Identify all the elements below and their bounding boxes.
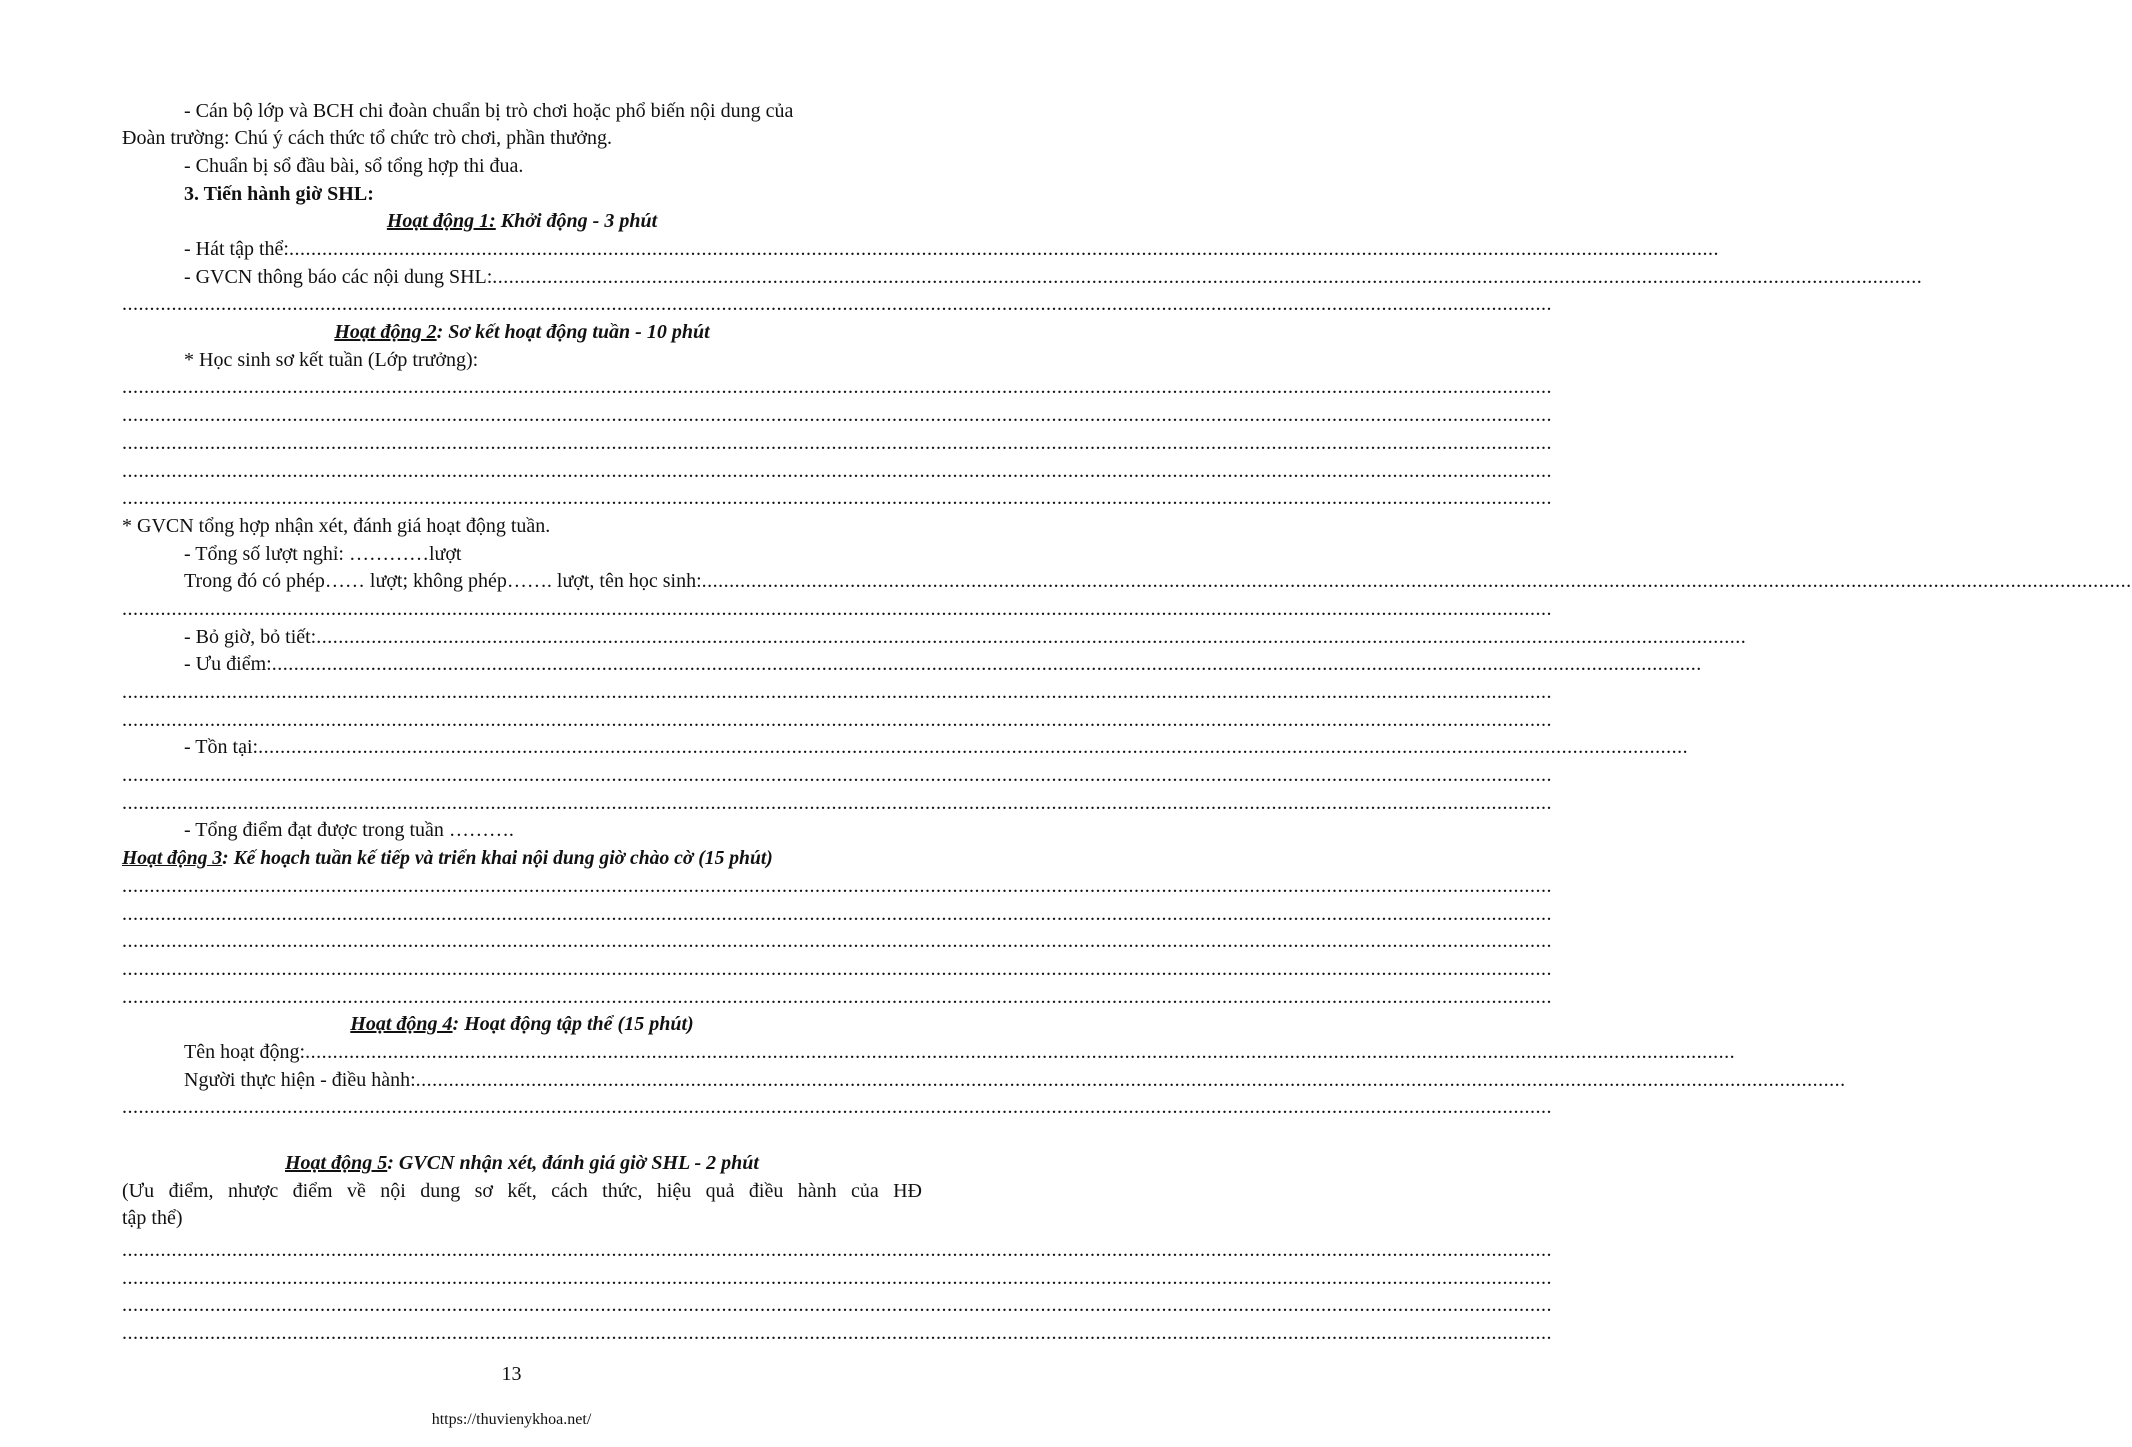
uu-nhuoc-diem: (Ưu điểm, nhược điểm về nội dung sơ kết, cách thức, hiệu quả điều hành của HĐ bbox=[122, 1180, 922, 1202]
dotted-line: .................................................................................................................................................................................................................................................................... bbox=[122, 1322, 1552, 1344]
page-number: 13 bbox=[501, 1363, 522, 1385]
uu-diem-line bbox=[184, 651, 1702, 679]
activity-2-title: : Sơ kết hoạt động tuần - 10 phút bbox=[436, 321, 710, 343]
dotted-line: .................................................................................................................................................................................................................................................................... bbox=[122, 432, 1552, 454]
dotted-line: .................................................................................................................................................................................................................................................................... bbox=[122, 903, 1552, 925]
hoc-sinh-so-ket: * Học sinh sơ kết tuần (Lớp trưởng): bbox=[184, 349, 479, 371]
dotted-line: .................................................................................................................................................................................................................................................................... bbox=[122, 1239, 1552, 1261]
gvcn-thong-bao-line bbox=[184, 264, 1923, 292]
activity-5-label: Hoạt động 5 bbox=[285, 1152, 388, 1174]
dotted-line: .................................................................................................................................................................................................................................................................... bbox=[122, 958, 1552, 980]
activity-3-label: Hoạt động 3 bbox=[122, 848, 223, 869]
tong-diem: - Tổng điểm đạt được trong tuần ………. bbox=[184, 819, 514, 841]
nguoi-thuc-hien-line bbox=[184, 1067, 1846, 1095]
dotted-fill: .................................................................................................................................................................................................................................................................... bbox=[288, 238, 1719, 260]
tap-the: tập thể) bbox=[122, 1207, 183, 1229]
dotted-fill: .................................................................................................................................................................................................................................................................... bbox=[415, 1069, 1846, 1091]
activity-5-heading bbox=[122, 1150, 922, 1178]
activity-4-title: : Hoạt động tập thể (15 phút) bbox=[452, 1013, 694, 1035]
bo-gio-line bbox=[184, 624, 1747, 652]
dotted-fill: .................................................................................................................................................................................................................................................................... bbox=[492, 266, 1923, 288]
activity-1-title: Khởi động - 3 phút bbox=[495, 210, 658, 232]
dotted-fill: .................................................................................................................................................................................................................................................................... bbox=[305, 1041, 1736, 1063]
uu-diem-label: - Ưu điểm: bbox=[184, 653, 272, 675]
dotted-line: .................................................................................................................................................................................................................................................................... bbox=[122, 709, 1552, 731]
dotted-fill: .................................................................................................................................................................................................................................................................... bbox=[316, 626, 1747, 648]
section-heading-3: 3. Tiến hành giờ SHL: bbox=[184, 183, 374, 205]
dotted-line: .................................................................................................................................................................................................................................................................... bbox=[122, 404, 1552, 426]
dotted-line: .................................................................................................................................................................................................................................................................... bbox=[122, 792, 1552, 814]
prep-line-1: - Cán bộ lớp và BCH chi đoàn chuẩn bị trò chơi hoặc phổ biến nội dung của bbox=[184, 100, 794, 122]
activity-3-heading bbox=[122, 845, 922, 873]
dotted-line: .................................................................................................................................................................................................................................................................... bbox=[122, 986, 1552, 1008]
dotted-line: .................................................................................................................................................................................................................................................................... bbox=[122, 487, 1552, 509]
ton-tai-line bbox=[184, 734, 1689, 762]
gvcn-tong-hop: * GVCN tổng hợp nhận xét, đánh giá hoạt động tuần. bbox=[122, 515, 551, 537]
dotted-line: .................................................................................................................................................................................................................................................................... bbox=[122, 764, 1552, 786]
dotted-line: .................................................................................................................................................................................................................................................................... bbox=[122, 1267, 1552, 1289]
dotted-line: .................................................................................................................................................................................................................................................................... bbox=[122, 598, 1552, 620]
prep-line-1-cont: Đoàn trường: Chú ý cách thức tổ chức trò chơi, phần thưởng. bbox=[122, 127, 612, 149]
trong-do-line bbox=[184, 568, 2132, 596]
source-url: https://thuvienykhoa.net/ bbox=[431, 1411, 592, 1428]
ton-tai-label: - Tồn tại: bbox=[184, 736, 259, 758]
hat-tap-the-line bbox=[184, 236, 1719, 264]
bo-gio-label: - Bỏ giờ, bỏ tiết: bbox=[184, 626, 317, 648]
dotted-fill: .................................................................................................................................................................................................................................................................... bbox=[271, 653, 1702, 675]
gvcn-thong-bao-label: - GVCN thông báo các nội dung SHL: bbox=[184, 266, 493, 288]
nguoi-thuc-hien-label: Người thực hiện - điều hành: bbox=[184, 1069, 416, 1091]
dotted-line: .................................................................................................................................................................................................................................................................... bbox=[122, 1096, 1552, 1118]
trong-do-label: Trong đó có phép…… lượt; không phép……. lượt, tên học sinh: bbox=[184, 570, 702, 592]
activity-4-label: Hoạt động 4 bbox=[350, 1013, 453, 1035]
activity-1-label: Hoạt động 1: bbox=[386, 210, 496, 232]
dotted-fill: .................................................................................................................................................................................................................................................................... bbox=[701, 570, 2132, 592]
dotted-line: .................................................................................................................................................................................................................................................................... bbox=[122, 1294, 1552, 1316]
dotted-line: .................................................................................................................................................................................................................................................................... bbox=[122, 376, 1552, 398]
dotted-line: .................................................................................................................................................................................................................................................................... bbox=[122, 460, 1552, 482]
activity-2-heading bbox=[122, 319, 922, 347]
dotted-line: .................................................................................................................................................................................................................................................................... bbox=[122, 681, 1552, 703]
ten-hoat-dong-line bbox=[184, 1039, 1736, 1067]
activity-2-label: Hoạt động 2 bbox=[334, 321, 437, 343]
prep-line-2: - Chuẩn bị sổ đầu bài, sổ tổng hợp thi đua. bbox=[184, 155, 524, 177]
dotted-line: .................................................................................................................................................................................................................................................................... bbox=[122, 293, 1552, 315]
activity-1-heading bbox=[122, 208, 922, 236]
activity-5-title: : GVCN nhận xét, đánh giá giờ SHL - 2 phút bbox=[387, 1152, 759, 1174]
dotted-fill: .................................................................................................................................................................................................................................................................... bbox=[258, 736, 1689, 758]
ten-hoat-dong-label: Tên hoạt động: bbox=[184, 1041, 306, 1063]
dotted-line: .................................................................................................................................................................................................................................................................... bbox=[122, 875, 1552, 897]
dotted-line: .................................................................................................................................................................................................................................................................... bbox=[122, 930, 1552, 952]
activity-3-title: : Kế hoạch tuần kế tiếp và triển khai nội dung giờ chào cờ (15 phút) bbox=[222, 848, 773, 869]
hat-tap-the-label: - Hát tập thể: bbox=[184, 238, 289, 260]
activity-4-heading bbox=[122, 1011, 922, 1039]
tong-so-luot-nghi: - Tổng số lượt nghỉ: …………lượt bbox=[184, 543, 462, 565]
